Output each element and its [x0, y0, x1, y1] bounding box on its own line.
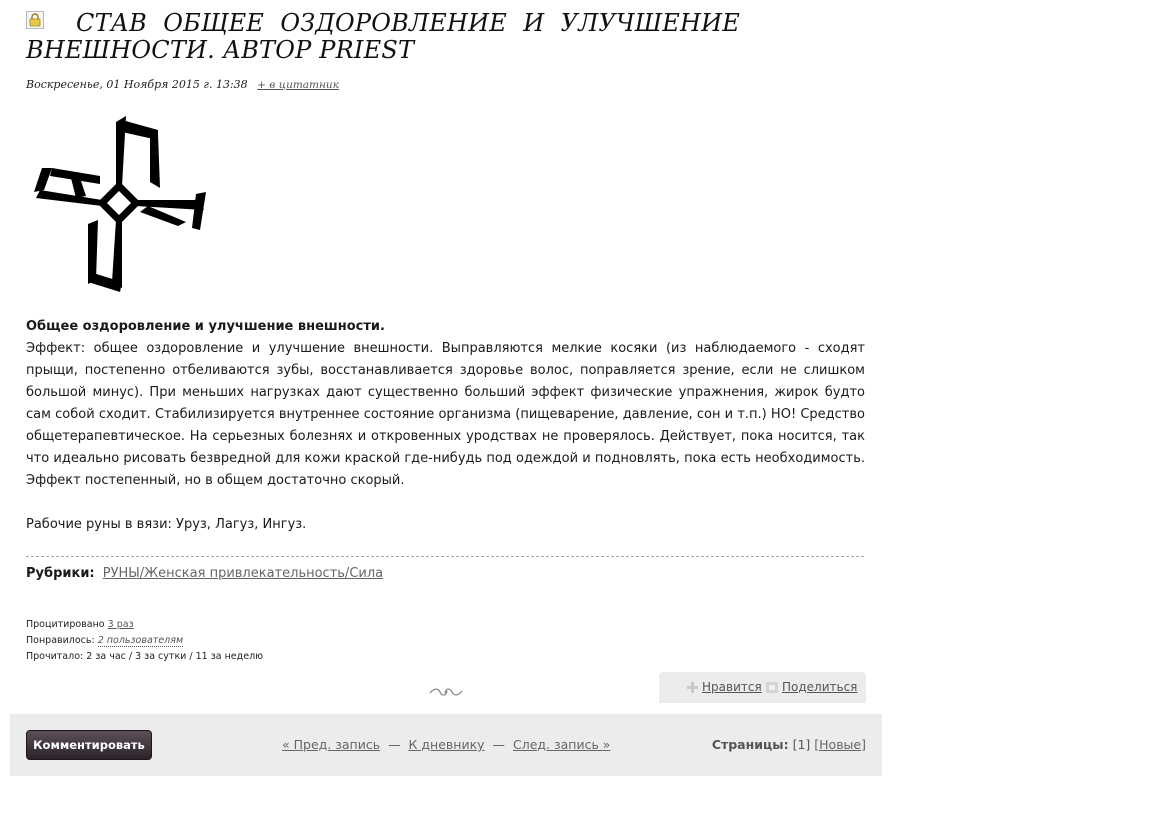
share-icon	[766, 682, 778, 696]
footer-bar	[10, 714, 882, 776]
post-meta	[26, 78, 339, 91]
ornament-divider-icon	[428, 687, 464, 697]
quoted-count: Процитировано 3 раз	[26, 619, 134, 630]
post-date: Воскресенье, 01 Ноября 2015 г. 13:38	[26, 78, 248, 91]
quoted-count-link[interactable]: 3 раз	[107, 619, 134, 630]
bindrune-image	[30, 112, 208, 292]
new-pages-link[interactable]: [Новые]	[814, 737, 866, 752]
post-heading: Общее оздоровление и улучшение внешности.	[26, 319, 385, 334]
comment-button[interactable]: Комментировать	[26, 730, 152, 760]
divider	[26, 556, 864, 557]
lock-icon	[26, 11, 44, 29]
rubric-link[interactable]: РУНЫ/Женская привлекательность/Сила	[102, 566, 384, 581]
liked-count: Понравилось: 2 пользователям	[26, 635, 184, 646]
post-title: СТАВ ОБЩЕЕ ОЗДОРОВЛЕНИЕ И УЛУЧШЕНИЕ ВНЕШНОСТИ. АВТОР PRIEST	[26, 9, 740, 64]
read-count: Прочитало: 2 за час / 3 за сутки / 11 за неделю	[26, 651, 264, 662]
prev-post-link[interactable]: « Пред. запись	[282, 737, 381, 752]
pages-label: Страницы:	[711, 737, 789, 752]
working-runes: Рабочие руны в вязи: Уруз, Лагуз, Ингуз.	[26, 517, 307, 532]
post-body: Эффект: общее оздоровление и улучшение внешности. Выправляются мелкие косяки (из наблюдаемого - сходят прыщи, постепенно отбеливаются зубы, восстанавливается здоровье волос, поправляется зрение, если не слишком большой минус). При меньших нагрузках дают существенно больший эффект физические упражнения, жирок будто сам собой сходит. Стабилизируется внутреннее состояние организма (пищеварение, давление, сон и т.п.) НО! Средство общетерапевтическое. На серьезных болезнях и откровенных уродствах не проверялось. Действует, пока носится, так что идеально рисовать безвредной для кожи краской где-нибудь под одеждой и подновлять, пока есть необходимость. Эффект постепенный, но в общем достаточно скорый.	[26, 341, 865, 488]
liked-users-link[interactable]: 2 пользователям	[97, 635, 184, 646]
post-header	[26, 10, 740, 64]
rubrics-label: Рубрики:	[26, 566, 95, 581]
rubrics	[26, 566, 383, 581]
next-post-link[interactable]: След. запись »	[512, 737, 611, 752]
like-button[interactable]: Нравится	[687, 680, 762, 696]
post-navigation: « Пред. запись — К дневнику — След. запись »	[282, 737, 611, 752]
diary-link[interactable]: К дневнику	[408, 737, 485, 752]
add-to-quotes-link[interactable]: + в цитатник	[257, 79, 339, 91]
post-content	[26, 316, 865, 536]
pagination	[712, 737, 866, 752]
current-page: [1]	[792, 737, 811, 752]
share-button[interactable]: Поделиться	[766, 680, 857, 696]
post-actions	[659, 672, 866, 703]
plus-icon	[687, 682, 698, 696]
post-stats	[26, 617, 263, 665]
